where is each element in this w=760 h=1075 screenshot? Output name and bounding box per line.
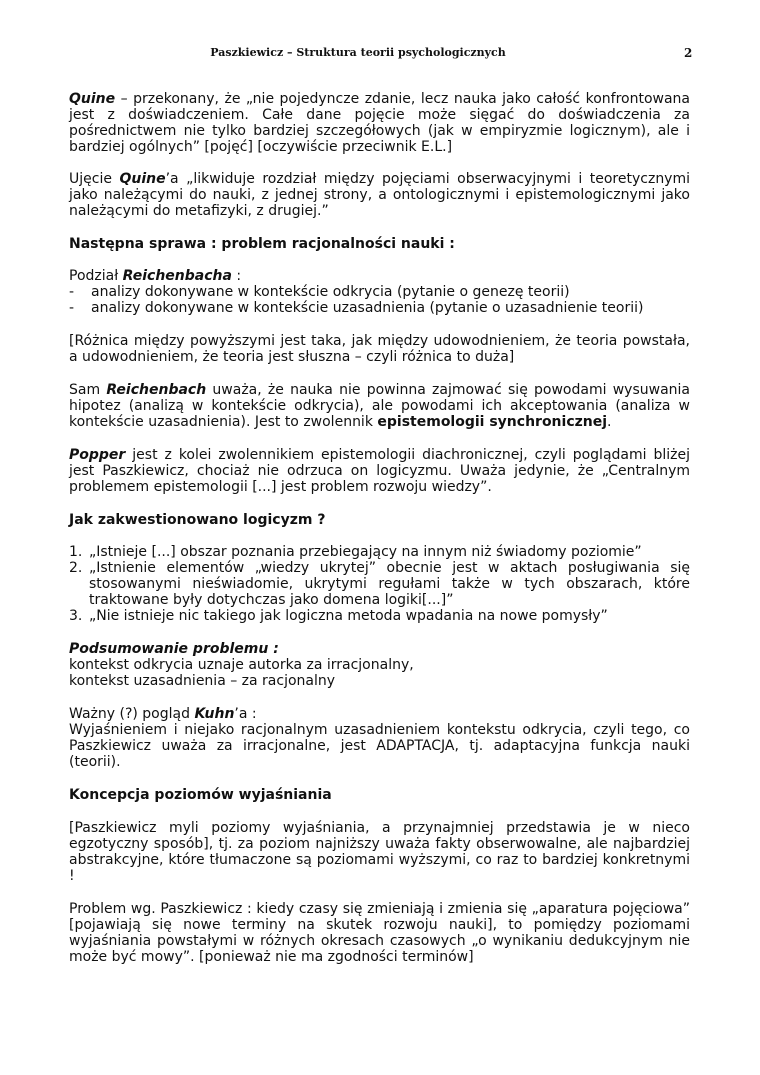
- summary-line: kontekst odkrycia uznaje autorka za irracjonalny,: [69, 657, 414, 673]
- document-body: [69, 91, 690, 965]
- heading-rationality: Następna sprawa : problem racjonalności nauki :: [69, 236, 455, 252]
- paragraph-levels: [Paszkiewicz myli poziomy wyjaśniania, a przynajmniej przedstawia je w nieco egzotyczny sposób], tj. za poziom najniższy uważa fakty obserwowalne, ale najbardziej abstrakcyjne, które tłumaczone są poziomami wyższymi, co raz to bardziej konkretnymi !: [69, 820, 690, 884]
- reichenbach-list: [69, 284, 690, 316]
- name-quine: Quine: [69, 91, 116, 107]
- logicism-list: [69, 544, 690, 624]
- name-quine: Quine: [119, 171, 166, 187]
- name-kuhn: Kuhn: [194, 706, 235, 722]
- list-item: 3. „Nie istnieje nic takiego jak logiczna metoda wpadania na nowe pomysły”: [69, 608, 608, 624]
- heading-summary: Podsumowanie problemu :: [69, 641, 279, 657]
- name-reichenbach: Reichenbach: [106, 382, 207, 398]
- summary-line: kontekst uzasadnienia – za racjonalny: [69, 673, 336, 689]
- reichenbach-division-lead: Podział Reichenbacha :: [69, 268, 242, 284]
- paragraph-problem: Problem wg. Paszkiewicz : kiedy czasy się zmieniają i zmienia się „aparatura pojęciowa” [pojawiają się nowe terminy na skutek rozwoju nauki], to pomiędzy poziomami wyjaśniania powstałymi w różnych okresach czasowych „o wynikaniu dedukcyjnym nie może być mowy”. [ponieważ nie ma zgodności terminów]: [69, 901, 690, 965]
- list-item: 2. „Istnienie elementów „wiedzy ukrytej” obecnie jest w aktach posługiwania się stosowanymi nieświadomie, ukrytymi regułami także w tych obszarach, które traktowane były dotychczas jako domena logiki[...]”: [69, 560, 690, 608]
- page-number: 2: [684, 46, 693, 60]
- paragraph-popper: Popper jest z kolei zwolennikiem epistemologii diachronicznej, czyli poglądami bliżej jest Paszkiewicz, chociaż nie odrzuca on logicyzmu. Uważa jedynie, że „Centralnym problemem epistemologii [...] jest problem rozwoju wiedzy”.: [69, 447, 690, 495]
- paragraph-kuhn: Wyjaśnieniem i niejako racjonalnym uzasadnieniem kontekstu odkrycia, czyli tego, co Paszkiewicz uważa za irracjonalne, jest ADAPTACJA, tj. adaptacyjna funkcja nauki (teorii).: [69, 722, 690, 770]
- paragraph-difference-note: [Różnica między powyższymi jest taka, jak między udowodnieniem, że teoria powstała, a udowodnieniem, że teoria jest słuszna – czyli różnica to duża]: [69, 333, 690, 365]
- name-reichenbacha: Reichenbacha: [122, 268, 232, 284]
- header-title: Paszkiewicz – Struktura teorii psychologicznych: [210, 46, 506, 59]
- heading-levels: Koncepcja poziomów wyjaśniania: [69, 787, 332, 803]
- paragraph-reichenbach: Sam Reichenbach uważa, że nauka nie powinna zajmować się powodami wysuwania hipotez (analizą w kontekście odkrycia), ale powodami ich akceptowania (analiza w kontekście uzasadnienia). Jest to zwolennik epistemologii synchronicznej.: [69, 382, 690, 430]
- name-popper: Popper: [69, 447, 126, 463]
- list-item: 1. „Istnieje [...] obszar poznania przebiegający na innym niż świadomy poziomie”: [69, 544, 642, 560]
- paragraph-quine: Quine – przekonany, że „nie pojedyncze zdanie, lecz nauka jako całość konfrontowana jest z doświadczeniem. Całe dane pojęcie może sięgać do doświadczenia za pośrednictwem nie tylko bardziej szczegółowych (jak w empiryzmie logicznym), ale i bardziej ogólnych” [pojęć] [oczywiście przeciwnik E.L.]: [69, 91, 690, 155]
- heading-logicism: Jak zakwestionowano logicyzm ?: [69, 512, 326, 528]
- term-synchronic-epistemology: epistemologii synchronicznej: [377, 414, 608, 430]
- list-item: - analizy dokonywane w kontekście odkrycia (pytanie o genezę teorii): [69, 284, 690, 300]
- paragraph-quine-view: Ujęcie Quine’a „likwiduje rozdział między pojęciami obserwacyjnymi i teoretycznymi jako należącymi do nauki, z jednej strony, a ontologicznymi i epistemologicznymi jako należącymi do metafizyki, z drugiej.”: [69, 171, 690, 219]
- kuhn-lead: Ważny (?) pogląd Kuhn’a :: [69, 706, 257, 722]
- list-item: - analizy dokonywane w kontekście uzasadnienia (pytanie o uzasadnienie teorii): [69, 300, 690, 316]
